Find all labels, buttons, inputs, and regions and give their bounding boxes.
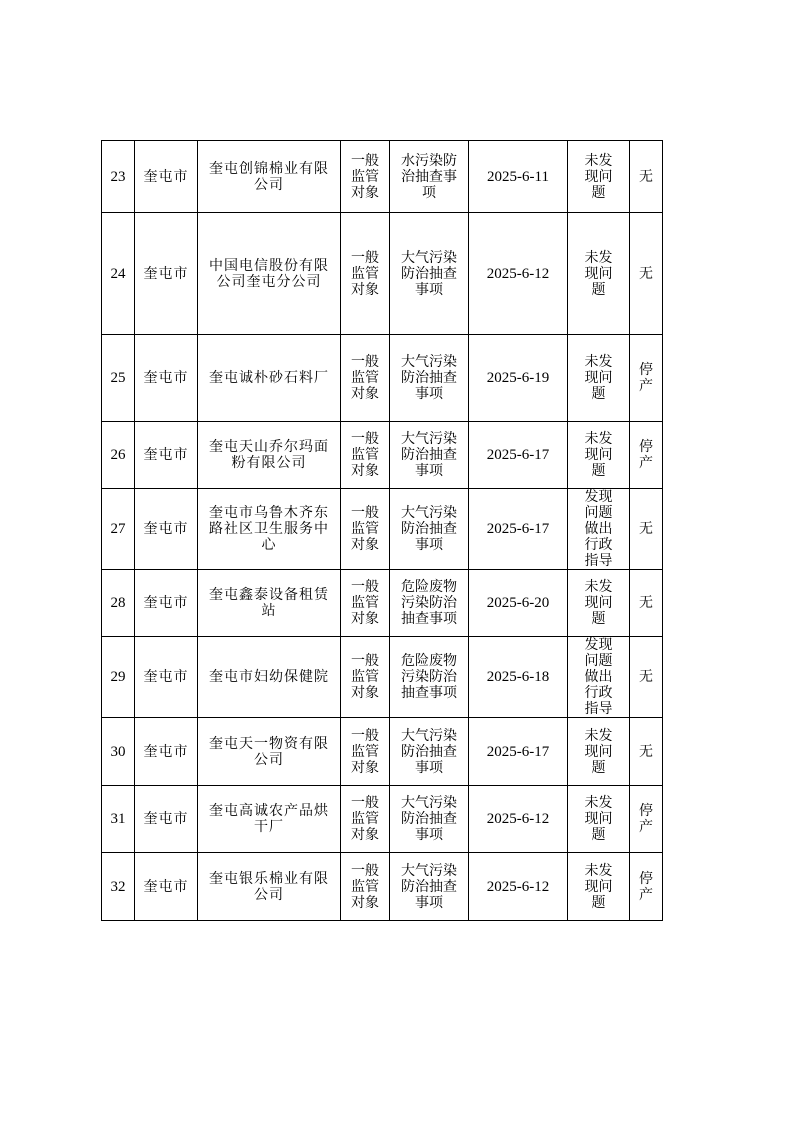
inspection-item-cell [390,141,469,213]
note-cell-text: 无 [639,265,653,282]
organization-cell [198,718,341,786]
object-type-cell [341,637,390,718]
object-type-cell [341,335,390,422]
note-cell-text: 无 [639,521,653,537]
region-cell: 奎屯市 [135,637,198,718]
inspection-date-cell: 2025-6-12 [469,853,568,921]
object-type-cell-text: 一般监管对象 [351,795,379,843]
note-cell-text: 停产 [639,362,653,394]
organization-cell-text: 奎屯鑫泰设备租赁站 [209,587,329,619]
inspection-item-cell-text: 大气污染防治抽查事项 [401,431,457,479]
object-type-cell [341,570,390,637]
note-cell-text: 无 [639,743,653,760]
note-cell [630,637,663,718]
organization-cell [198,853,341,921]
table-row [102,335,663,422]
inspection-item-cell [390,422,469,489]
region-cell: 奎屯市 [135,489,198,570]
result-cell-text: 发现问题做出行政指导 [584,489,613,569]
inspection-item-cell [390,786,469,853]
region-cell: 奎屯市 [135,570,198,637]
table-row [102,489,663,570]
object-type-cell-text: 一般监管对象 [351,505,379,553]
inspection-item-cell-text: 危险废物污染防治抽查事项 [401,653,457,701]
note-cell-text: 停产 [639,803,653,835]
inspection-date-cell: 2025-6-17 [469,489,568,570]
inspection-date-cell: 2025-6-17 [469,718,568,786]
result-cell [568,570,630,637]
inspection-table [101,140,663,921]
object-type-cell [341,213,390,335]
note-cell [630,489,663,570]
inspection-item-cell [390,718,469,786]
organization-cell-text: 奎屯银乐棉业有限公司 [209,870,329,903]
table-row [102,637,663,718]
inspection-date-cell: 2025-6-11 [469,141,568,213]
row-number: 30 [102,718,135,786]
region-cell: 奎屯市 [135,786,198,853]
organization-cell-text: 奎屯天山乔尔玛面粉有限公司 [209,439,329,471]
organization-cell [198,141,341,213]
result-cell-text: 发现问题做出行政指导 [584,637,613,717]
object-type-cell [341,141,390,213]
result-cell [568,213,630,335]
row-number: 25 [102,335,135,422]
inspection-item-cell-text: 大气污染防治抽查事项 [401,354,457,402]
organization-cell-text: 奎屯市妇幼保健院 [209,669,329,685]
inspection-date-cell: 2025-6-19 [469,335,568,422]
organization-cell-text: 奎屯高诚农产品烘干厂 [209,803,329,835]
organization-cell-text: 中国电信股份有限公司奎屯分公司 [209,257,329,290]
result-cell [568,141,630,213]
object-type-cell [341,422,390,489]
row-number: 28 [102,570,135,637]
note-cell [630,213,663,335]
table-row [102,570,663,637]
inspection-item-cell [390,570,469,637]
result-cell [568,637,630,718]
note-cell-text: 无 [639,669,653,685]
object-type-cell-text: 一般监管对象 [351,727,379,776]
row-number: 26 [102,422,135,489]
note-cell [630,570,663,637]
inspection-item-cell [390,853,469,921]
result-cell-text: 未发现问题 [584,579,613,627]
inspection-item-cell [390,335,469,422]
object-type-cell-text: 一般监管对象 [351,249,379,298]
object-type-cell [341,718,390,786]
result-cell [568,489,630,570]
note-cell-text: 无 [639,168,653,185]
row-number: 32 [102,853,135,921]
object-type-cell [341,786,390,853]
inspection-item-cell-text: 大气污染防治抽查事项 [401,249,457,298]
region-cell: 奎屯市 [135,141,198,213]
result-cell [568,718,630,786]
organization-cell [198,335,341,422]
object-type-cell-text: 一般监管对象 [351,653,379,701]
inspection-item-cell-text: 大气污染防治抽查事项 [401,795,457,843]
note-cell-text: 无 [639,595,653,611]
inspection-item-cell-text: 危险废物污染防治抽查事项 [401,579,457,627]
row-number: 31 [102,786,135,853]
inspection-item-cell-text: 水污染防治抽查事项 [401,152,457,201]
object-type-cell-text: 一般监管对象 [351,354,379,402]
inspection-date-cell: 2025-6-17 [469,422,568,489]
table-row [102,853,663,921]
object-type-cell-text: 一般监管对象 [351,579,379,627]
result-cell [568,335,630,422]
note-cell [630,853,663,921]
object-type-cell-text: 一般监管对象 [351,862,379,911]
inspection-item-cell-text: 大气污染防治抽查事项 [401,727,457,776]
inspection-item-cell [390,489,469,570]
note-cell-text: 停产 [639,439,653,471]
result-cell-text: 未发现问题 [584,795,613,843]
note-cell-text: 停产 [639,870,653,903]
region-cell: 奎屯市 [135,718,198,786]
result-cell-text: 未发现问题 [584,727,613,776]
inspection-item-cell [390,637,469,718]
inspection-date-cell: 2025-6-20 [469,570,568,637]
inspection-item-cell-text: 大气污染防治抽查事项 [401,505,457,553]
result-cell-text: 未发现问题 [584,862,613,911]
organization-cell [198,422,341,489]
result-cell [568,422,630,489]
result-cell-text: 未发现问题 [584,152,613,201]
result-cell [568,786,630,853]
object-type-cell [341,489,390,570]
region-cell: 奎屯市 [135,213,198,335]
region-cell: 奎屯市 [135,422,198,489]
organization-cell [198,637,341,718]
table-row [102,718,663,786]
result-cell [568,853,630,921]
inspection-date-cell: 2025-6-12 [469,786,568,853]
table-row [102,213,663,335]
table-row [102,786,663,853]
table-row [102,141,663,213]
row-number: 23 [102,141,135,213]
result-cell-text: 未发现问题 [584,431,613,479]
note-cell [630,786,663,853]
note-cell [630,335,663,422]
organization-cell [198,786,341,853]
result-cell-text: 未发现问题 [584,249,613,298]
inspection-item-cell-text: 大气污染防治抽查事项 [401,862,457,911]
organization-cell [198,570,341,637]
organization-cell-text: 奎屯创锦棉业有限公司 [209,160,329,193]
row-number: 24 [102,213,135,335]
row-number: 29 [102,637,135,718]
inspection-date-cell: 2025-6-18 [469,637,568,718]
table-row [102,422,663,489]
organization-cell-text: 奎屯天一物资有限公司 [209,735,329,768]
organization-cell [198,489,341,570]
organization-cell-text: 奎屯诚朴砂石料厂 [209,370,329,386]
note-cell [630,141,663,213]
inspection-item-cell [390,213,469,335]
inspection-date-cell: 2025-6-12 [469,213,568,335]
object-type-cell [341,853,390,921]
organization-cell [198,213,341,335]
note-cell [630,422,663,489]
organization-cell-text: 奎屯市乌鲁木齐东路社区卫生服务中心 [209,505,329,553]
object-type-cell-text: 一般监管对象 [351,152,379,201]
note-cell [630,718,663,786]
row-number: 27 [102,489,135,570]
region-cell: 奎屯市 [135,335,198,422]
result-cell-text: 未发现问题 [584,354,613,402]
object-type-cell-text: 一般监管对象 [351,431,379,479]
region-cell: 奎屯市 [135,853,198,921]
